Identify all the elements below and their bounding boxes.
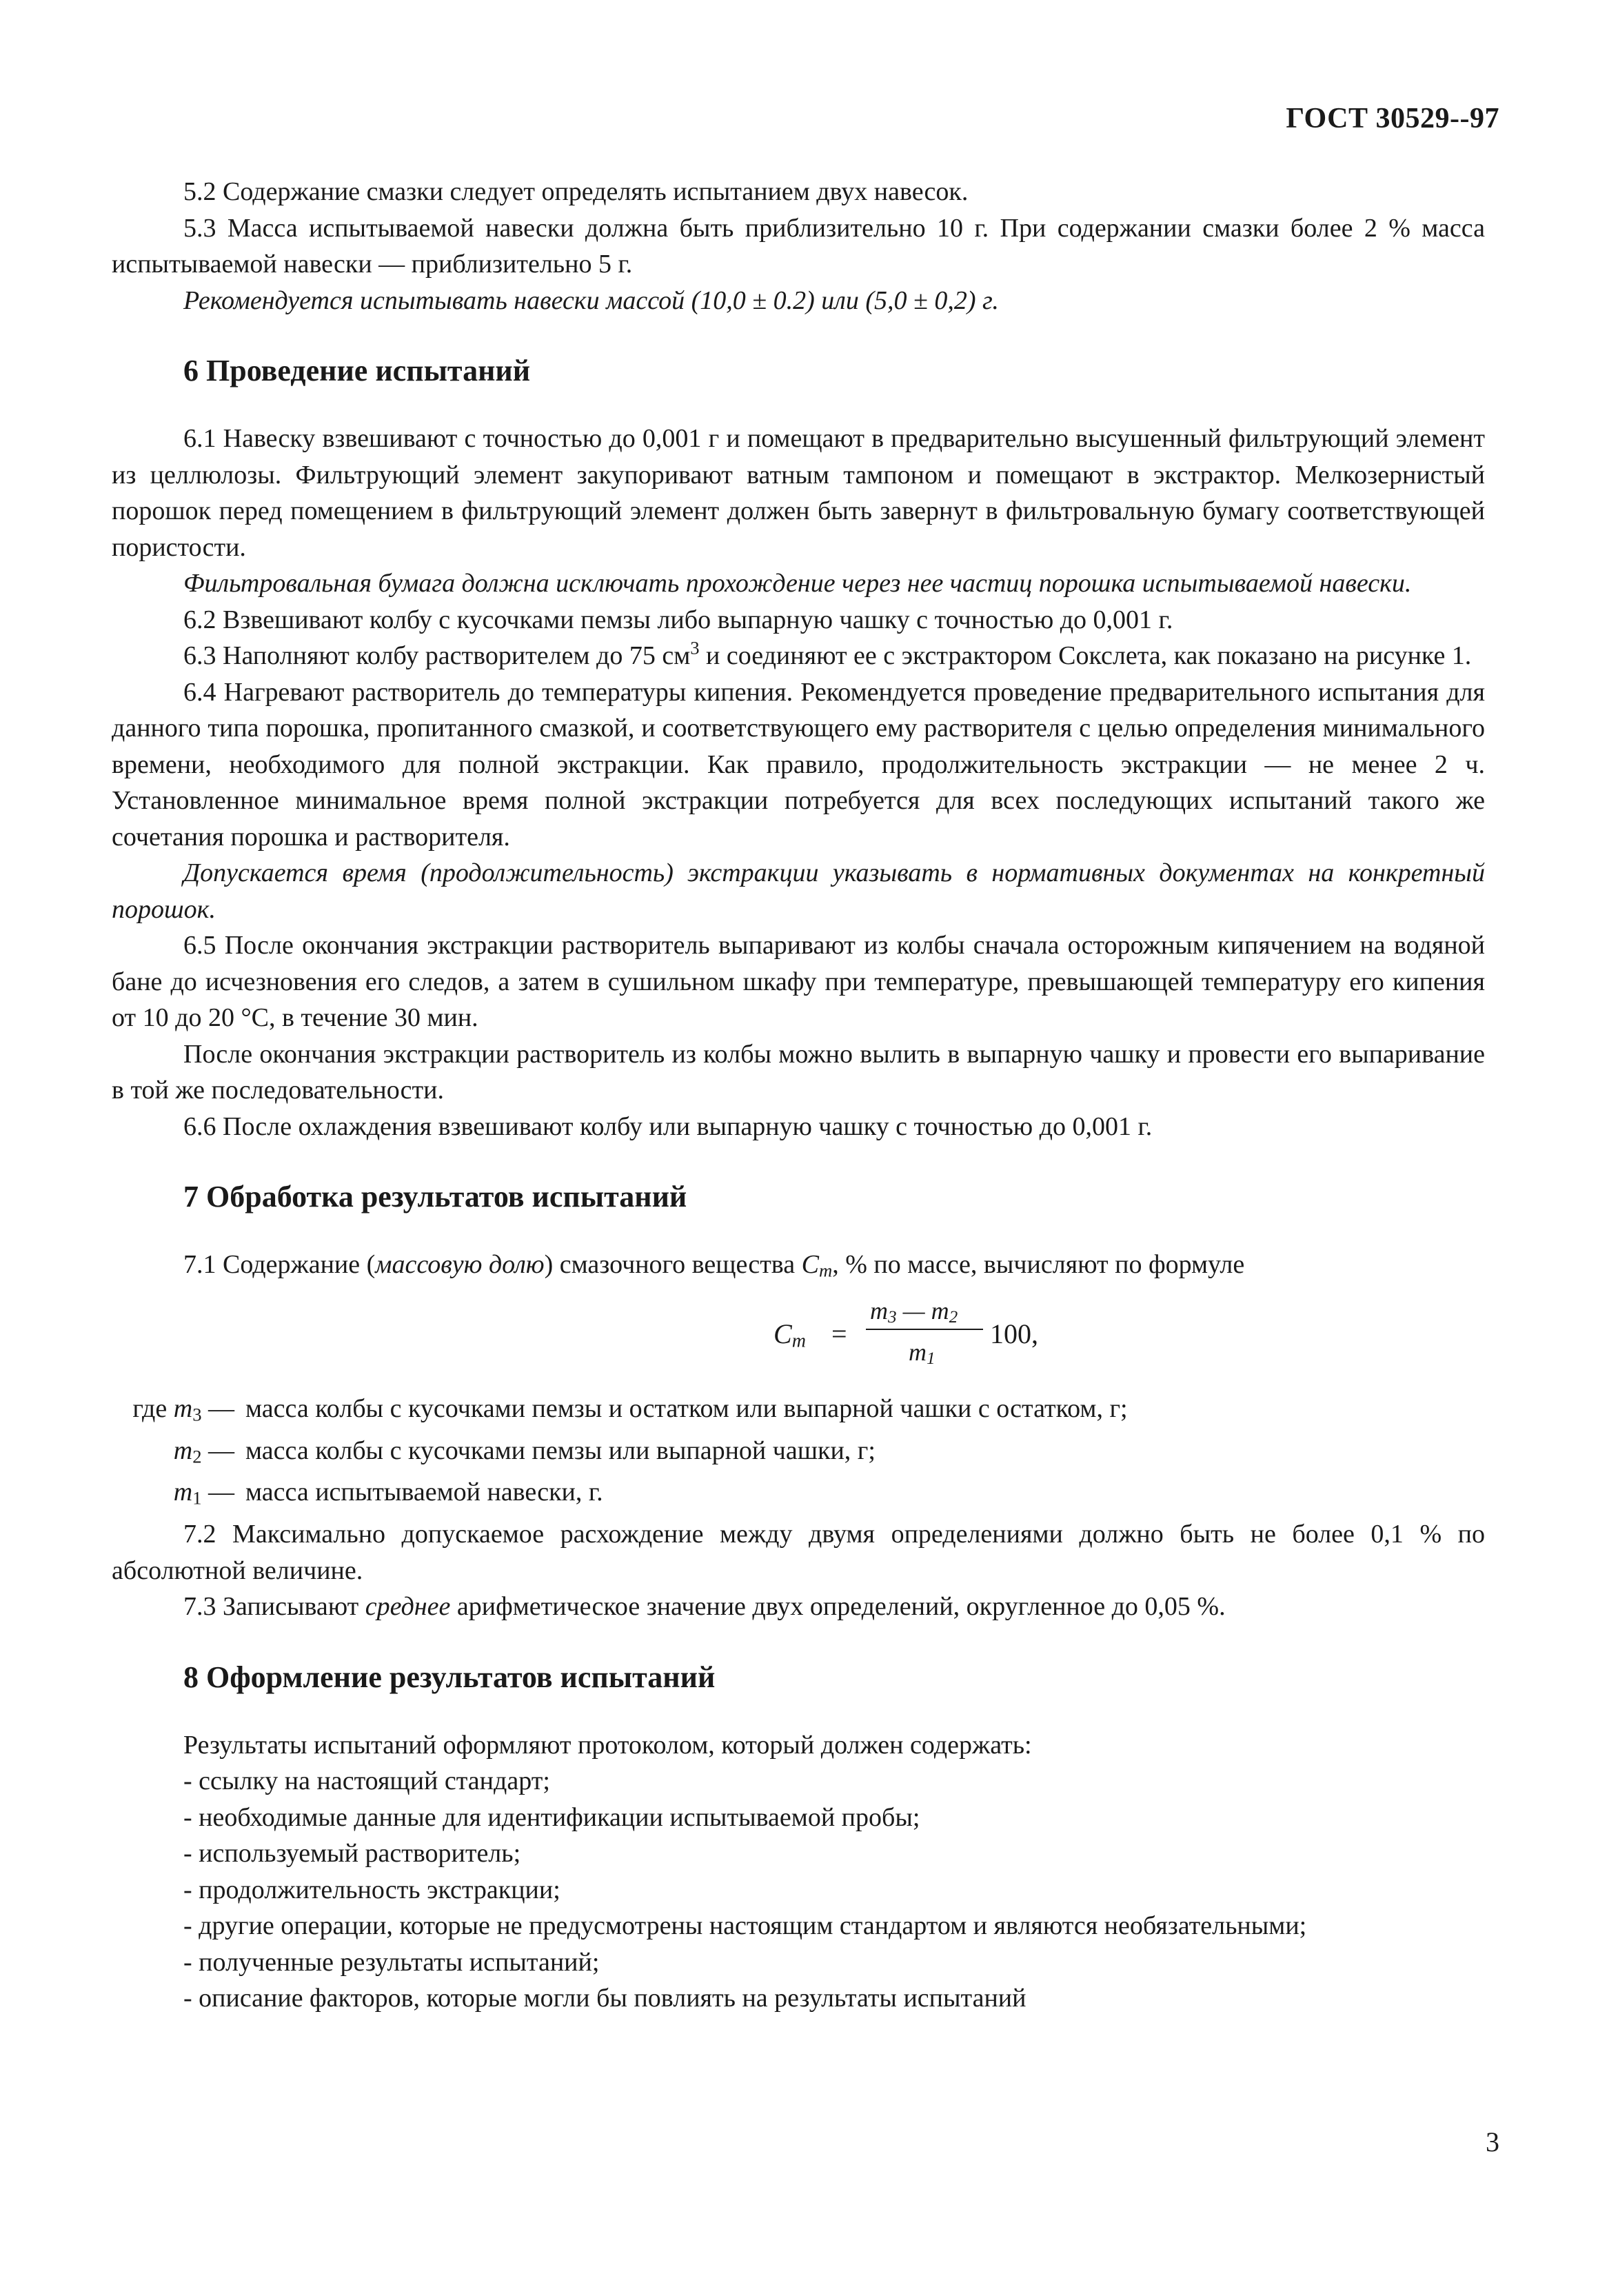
legend-text: масса колбы с кусочками пемзы или выпарной чашки, г; [245, 1436, 876, 1465]
list-item: - используемый растворитель; [183, 1839, 521, 1869]
paragraph-7-2: 7.2 Максимально допускаемое расхождение между двумя определениями должно быть не более 0,1 % по абсолютной величине. [112, 1520, 1485, 1585]
note-5-3: Рекомендуется испытывать навески массой (10,0 ± 0.2) или (5,0 ± 0,2) г. [183, 285, 999, 315]
cubic-superscript: 3 [690, 637, 700, 658]
legend-symbol: $m_2$ — [173, 1436, 234, 1467]
paragraph-7-1-text-mid: ) смазочного вещества [544, 1250, 802, 1279]
average-term: среднее [365, 1592, 451, 1622]
paragraph-5-2: 5.2 Содержание смазки следует определять испытанием двух навесок. [183, 177, 969, 206]
results-protocol-list [112, 1763, 1485, 2017]
formula-numerator: $m_3$ — $m_2$ [870, 1296, 958, 1327]
paragraph-6-4: 6.4 Нагревают растворитель до температуры кипения. Рекомендуется проведение предварительного испытания для данного типа порошка, пропитанного смазкой, и соответствующего ему растворителя с целью определения минимального времени, необходимого для полной экстракции. Как правило, продолжительность экстракции — не менее 2 ч. Установленное минимальное время полной экстракции потребуется для всех последующих испытаний такого же сочетания порошка и растворителя. [112, 677, 1485, 852]
paragraph-6-1: 6.1 Навеску взвешивают с точностью до 0,001 г и помещают в предварительно высушенный фильтрующий элемент из целлюлозы. Фильтрующий элемент закупоривают ватным тампоном и помещают в экстрактор. Мелкозернистый порошок перед помещением в фильтрующий элемент должен быть завернут в фильтровальную бумагу соответствующей пористости. [112, 424, 1485, 562]
list-item: - описание факторов, которые могли бы повлиять на результаты испытаний [183, 1984, 1027, 2013]
fraction-bar [866, 1329, 983, 1330]
formula-multiplier: 100, [990, 1318, 1038, 1349]
paragraph-6-5-continued: После окончания экстракции растворитель из колбы можно вылить в выпарную чашку и провести его выпаривание в той же последовательности. [112, 1039, 1485, 1105]
paragraph-7-3-text-end: арифметическое значение двух определений, округленное до 0,05 %. [450, 1592, 1226, 1622]
formula-legend [112, 1391, 1485, 1516]
section-8-intro: Результаты испытаний оформляют протоколом, который должен содержать: [183, 1730, 1032, 1760]
paragraph-7-3-text: 7.3 Записывают [183, 1592, 365, 1622]
paragraph-7-1-text: 7.1 Содержание ( [183, 1250, 376, 1279]
note-6-1: Фильтровальная бумага должна исключать прохождение через нее частиц порошка испытываемой навески. [183, 569, 1412, 598]
mass-fraction-term: массовую долю [375, 1250, 545, 1279]
formula-block [112, 1293, 1485, 1381]
paragraph-7-3 [112, 1589, 1485, 1625]
formula [773, 1293, 1091, 1381]
formula-lhs: $C_m$ [773, 1318, 806, 1352]
list-item: - полученные результаты испытаний; [183, 1947, 600, 1977]
formula-equals: = [831, 1318, 847, 1349]
legend-line [112, 1474, 1485, 1516]
formula-denominator: $m_1$ [909, 1338, 936, 1368]
page-number: 3 [1486, 2126, 1499, 2157]
legend-text: масса колбы с кусочками пемзы и остатком или выпарной чашки с остатком, г; [245, 1393, 1128, 1423]
paragraph-6-3 [112, 638, 1485, 674]
paragraph-6-6: 6.6 После охлаждения взвешивают колбу или выпарную чашку с точностью до 0,001 г. [183, 1111, 1153, 1141]
paragraph-7-1 [112, 1247, 1485, 1289]
section-7-title: 7 Обработка результатов испытаний [183, 1180, 687, 1214]
section-6-title: 6 Проведение испытаний [183, 354, 531, 387]
legend-line [112, 1433, 1485, 1475]
legend-line [112, 1391, 1485, 1433]
paragraph-5-3: 5.3 Масса испытываемой навески должна быть приблизительно 10 г. При содержании смазки более 2 % масса испытываемой навески — приблизительно 5 г. [112, 213, 1485, 279]
list-item: - необходимые данные для идентификации испытываемой пробы; [183, 1802, 920, 1832]
variable-cm: $C_m$ [801, 1250, 833, 1281]
list-item: - продолжительность экстракции; [183, 1875, 560, 1904]
list-item: - другие операции, которые не предусмотрены настоящим стандартом и являются необязательными; [183, 1911, 1307, 1941]
legend-text: масса испытываемой навески, г. [245, 1478, 603, 1507]
section-8-title: 8 Оформление результатов испытаний [183, 1660, 716, 1694]
legend-symbol: где $m_3$ — [132, 1393, 234, 1425]
document-body [112, 174, 1485, 2017]
standard-code-header: ГОСТ 30529--97 [1286, 103, 1499, 134]
paragraph-7-1-text-end: , % по массе, вычисляют по формуле [832, 1250, 1245, 1279]
paragraph-6-2: 6.2 Взвешивают колбу с кусочками пемзы либо выпарную чашку с точностью до 0,001 г. [183, 605, 1173, 634]
paragraph-6-5: 6.5 После окончания экстракции растворитель выпаривают из колбы сначала осторожным кипячением на водяной бане до исчезновения его следов, а затем в сушильном шкафу при температуре, превышающей температуру его кипения от 10 до 20 °С, в течение 30 мин. [112, 931, 1485, 1032]
note-6-4: Допускается время (продолжительность) экстракции указывать в нормативных документах на конкретный порошок. [112, 858, 1485, 924]
paragraph-6-3-text-end: и соединяют ее с экстрактором Сокслета, как показано на рисунке 1. [699, 641, 1472, 670]
list-item: - ссылку на настоящий стандарт; [183, 1766, 550, 1796]
paragraph-6-3-text: 6.3 Наполняют колбу растворителем до 75 см [183, 641, 691, 670]
legend-symbol: $m_1$ — [173, 1478, 234, 1509]
